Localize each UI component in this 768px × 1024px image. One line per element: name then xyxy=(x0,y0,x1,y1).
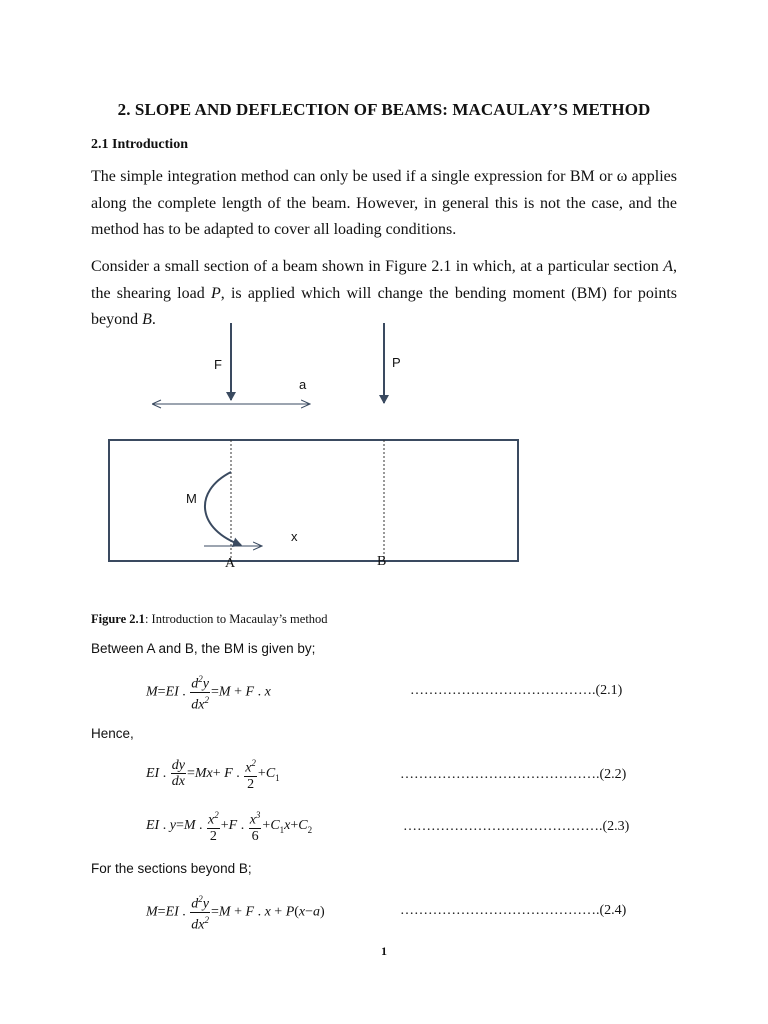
para2-load-p: P xyxy=(210,284,221,302)
label-a: a xyxy=(299,377,307,392)
beam-rectangle xyxy=(109,440,518,561)
equation-2-2-label: (2.2) xyxy=(599,767,627,782)
caption-text: : Introduction to Macaulay’s method xyxy=(144,612,328,626)
label-f: F xyxy=(214,357,222,372)
intro-paragraph-2 xyxy=(91,254,677,334)
hence-text: Hence, xyxy=(91,726,134,741)
para2-point-b: B xyxy=(142,311,152,328)
equation-2-1-number xyxy=(410,683,622,699)
equation-2-4-number xyxy=(400,903,626,919)
equation-2-4-label: (2.4) xyxy=(599,903,627,918)
equation-2-1: M=EI . $\frac{d^2y}{dx^2}$ =M + F . x xyxy=(146,674,271,713)
para2-section-a: A xyxy=(663,258,673,275)
equation-2-3-number xyxy=(403,819,629,835)
para2-text-d: . xyxy=(151,311,156,328)
equation-2-1-label: (2.1) xyxy=(595,683,623,698)
label-point-b: B xyxy=(377,554,387,569)
equation-2-2: EI . $\frac{dy}{dx}$ =Mx+ F . $\frac{x^2}{2}$ $+C_1$ xyxy=(146,758,280,792)
beyond-text: For the sections beyond B; xyxy=(91,861,252,876)
intro-paragraph-1: The simple integration method can only be used if a single expression for BM or ω applies along the complete length of the beam. However, in general this is not the case, and the method has to be adapted to cover all loading conditions. xyxy=(91,168,677,238)
equation-2-4: M=EI . $\frac{d^2y}{dx^2}$ =M + F . x + P(x−a) xyxy=(146,894,325,933)
equation-2-3-label: (2.3) xyxy=(602,819,630,834)
label-x: x xyxy=(291,529,298,544)
figure-caption xyxy=(91,612,328,627)
equation-2-4-dots: ……………………………………. xyxy=(400,903,600,918)
para2-text-b: , the shearing load xyxy=(91,258,677,302)
equation-2-2-number xyxy=(400,767,626,783)
label-p: P xyxy=(392,355,401,370)
para2-text-a: Consider a small section of a beam shown in Figure 2.1 in which, at a particular section xyxy=(91,258,664,275)
subsection-heading: 2.1 Introduction xyxy=(91,137,188,152)
equation-2-3: EI . y=M . $\frac{x^2}{2}$ +F . $\frac{x^3}{6}$ $+C_1x+C_2$ xyxy=(146,810,313,844)
para2-text-c: , is applied which will change the bending moment (BM) for points beyond xyxy=(91,284,678,328)
caption-label: Figure 2.1 xyxy=(91,612,145,626)
between-text: Between A and B, the BM is given by; xyxy=(91,641,316,656)
equation-2-1-dots: …………………………………. xyxy=(410,683,596,698)
section-heading: 2. SLOPE AND DEFLECTION OF BEAMS: MACAULAY’S METHOD xyxy=(117,100,651,119)
label-point-a: A xyxy=(225,556,236,571)
page-number: 1 xyxy=(381,944,387,958)
moment-arrow xyxy=(205,472,241,545)
equation-2-2-dots: ……………………………………. xyxy=(400,767,600,782)
equation-2-3-dots: ……………………………………. xyxy=(403,819,603,834)
label-m: M xyxy=(186,491,197,506)
